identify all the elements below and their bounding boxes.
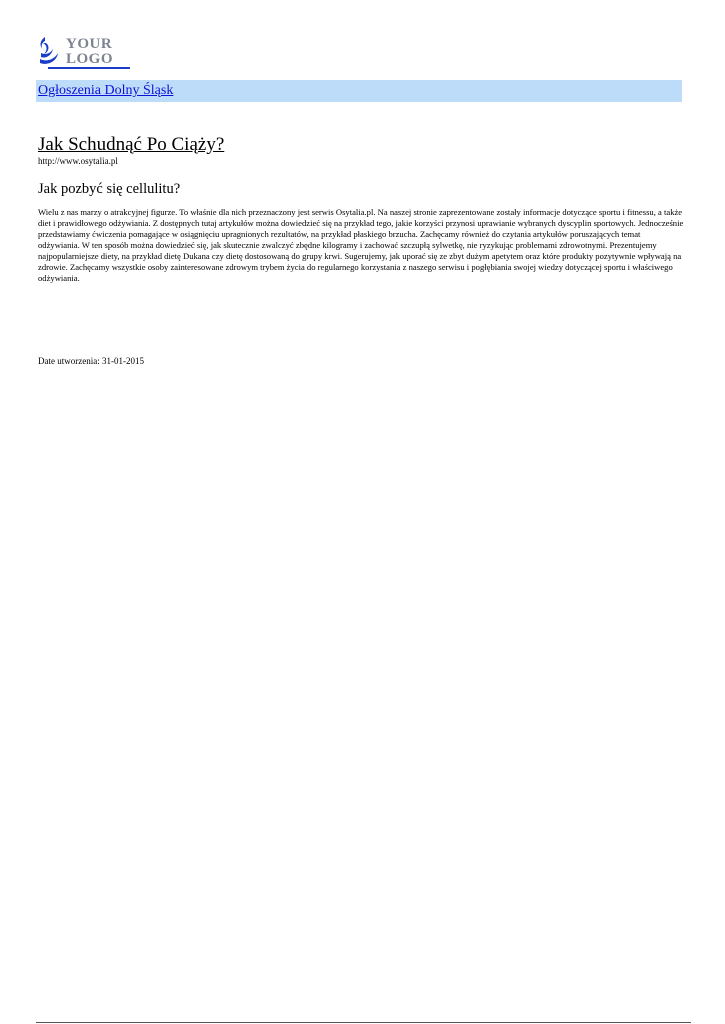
logo-underline bbox=[48, 67, 130, 69]
logo bbox=[36, 35, 136, 71]
article-title: Jak Schudnąć Po Ciąży? bbox=[38, 134, 225, 155]
logo-line-2: LOGO bbox=[66, 51, 114, 67]
article-url: http://www.osytalia.pl bbox=[38, 156, 118, 166]
footer-divider bbox=[36, 1022, 691, 1023]
article-body: Wielu z nas marzy o atrakcyjnej figurze. To właśnie dla nich przeznaczony jest serwis Osytalia.pl. Na naszej stronie zaprezentowane zostały informacje dotyczące sportu i fitnessu, a także diet i prawidłowego odżywiania. Z dostępnych tutaj artykułów można dowiedzieć się na przykład tego, jakie korzyści przynosi uprawianie wybranych dyscyplin sportowych. Jednocześnie przedstawiamy ćwiczenia pomagające w osiągnięciu upragnionych rezultatów, na przykład płaskiego brzucha. Zachęcamy również do czytania artykułów poruszających temat odżywiania. W ten sposób można dowiedzieć się, jak skutecznie zwalczyć zbędne kilogramy i zachować szczupłą sylwetkę, nie ryzykując problemami zdrowotnymi. Prezentujemy najpopularniejsze diety, na przykład dietę Dukana czy dietę dostosowaną do grupy krwi. Sugerujemy, jak uporać się ze zbyt dużym apetytem oraz które produkty pozytywnie wpływają na zdrowie. Zachęcamy wszystkie osoby zainteresowane zdrowym trybem życia do regularnego korzystania z naszego serwisu i pogłębiania swojej wiedzy dotyczącej sportu i właściwego odżywiania. bbox=[38, 207, 684, 283]
logo-wordmark bbox=[66, 37, 113, 67]
header-banner bbox=[36, 80, 682, 102]
logo-swirl-icon bbox=[36, 35, 66, 69]
logo-line-1: YOUR bbox=[66, 36, 113, 52]
creation-date: Date utworzenia: 31-01-2015 bbox=[38, 356, 144, 366]
article-subtitle: Jak pozbyć się cellulitu? bbox=[38, 181, 181, 197]
banner-link[interactable]: Ogłoszenia Dolny Śląsk bbox=[38, 83, 174, 98]
